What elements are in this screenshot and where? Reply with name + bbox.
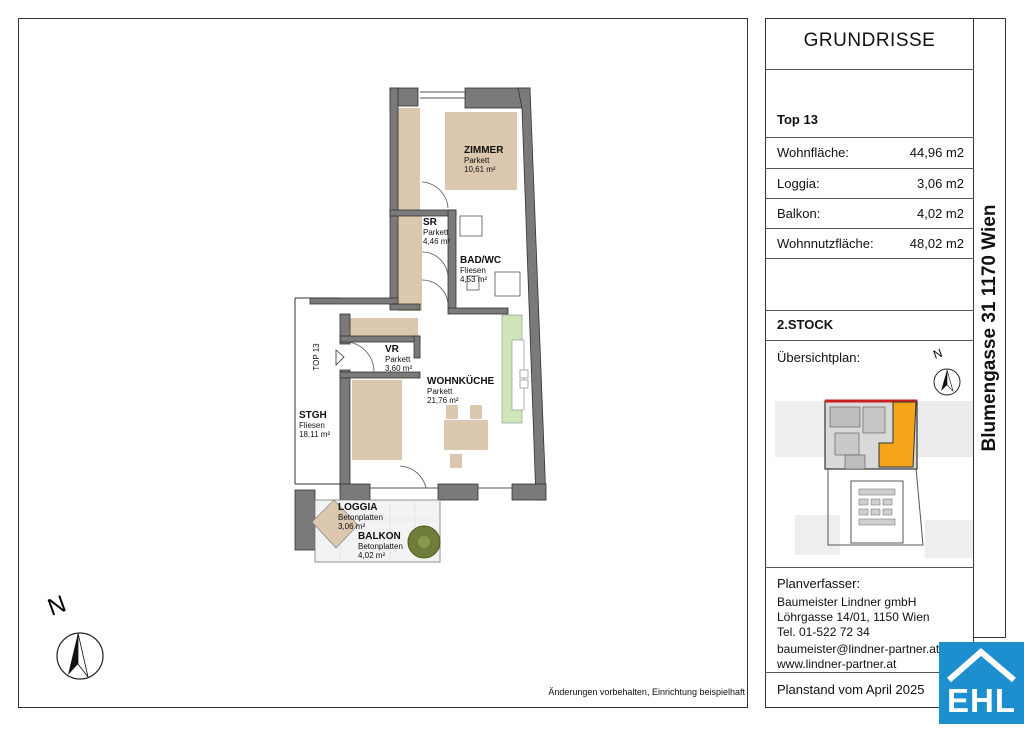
planner-email[interactable]: baumeister@lindner-partner.at [777, 642, 940, 656]
room-balkon: BALKON Betonplatten 4,02 m² [358, 531, 403, 560]
address-vertical: Blumengasse 31 1170 Wien [979, 204, 1000, 452]
divider [765, 567, 974, 568]
area-label: Wohnnutzfläche: [777, 236, 874, 251]
floor-plan [290, 80, 560, 570]
mini-compass-icon [934, 369, 960, 395]
area-label: Loggia: [777, 176, 820, 191]
sink-icon [460, 216, 482, 236]
room-sr: SR Parkett 4,46 m² [423, 217, 451, 246]
planner-line: Tel. 01-522 72 34 [777, 625, 870, 639]
divider [765, 310, 974, 311]
area-label: Wohnfläche: [777, 145, 850, 160]
planner-website[interactable]: www.lindner-partner.at [777, 657, 897, 671]
page-title: GRUNDRISSE [803, 30, 936, 51]
overview-label: Übersichtplan: [777, 350, 861, 365]
compass-icon [40, 585, 115, 685]
floor-label: 2.STOCK [777, 317, 834, 332]
plan-date: Planstand vom April 2025 [777, 682, 925, 697]
divider [765, 137, 974, 138]
north-label: N [44, 590, 70, 622]
unit-name: Top 13 [777, 112, 818, 127]
entrance-arrow-icon [336, 350, 344, 365]
overview-plan [775, 345, 973, 563]
area-value: 48,02 m2 [909, 236, 964, 251]
area-label: Balkon: [777, 206, 821, 221]
disclaimer: Änderungen vorbehalten, Einrichtung beispielhaft [548, 687, 745, 697]
divider [765, 168, 974, 169]
logo-text: EHL [947, 682, 1016, 719]
area-value: 44,96 m2 [909, 145, 964, 160]
divider [765, 340, 974, 341]
divider [765, 198, 974, 199]
divider [765, 228, 974, 229]
room-wohnkueche: WOHNKÜCHE Parkett 21,76 m² [427, 376, 495, 405]
area-value: 4,02 m2 [917, 206, 964, 221]
dining-table-icon [444, 420, 488, 450]
room-zimmer: ZIMMER Parkett 10,61 m² [464, 145, 504, 174]
area-value: 3,06 m2 [917, 176, 964, 191]
planner-line: Löhrgasse 14/01, 1150 Wien [777, 610, 930, 624]
room-bad-wc: BAD/WC Fliesen 4,53 m² [460, 255, 502, 284]
divider [765, 69, 974, 70]
planner-heading: Planverfasser: [777, 576, 861, 591]
entrance-label: TOP 13 [312, 343, 321, 371]
room-loggia: LOGGIA Betonplatten 3,06 m² [338, 502, 383, 531]
divider [765, 258, 974, 259]
mini-north-label: N [931, 345, 945, 362]
room-vr: VR Parkett 3,60 m² [385, 344, 413, 373]
room-stgh: STGH Fliesen 18,11 m² [299, 410, 330, 439]
ehl-logo [939, 642, 1024, 724]
planner-line: Baumeister Lindner gmbH [777, 595, 917, 609]
